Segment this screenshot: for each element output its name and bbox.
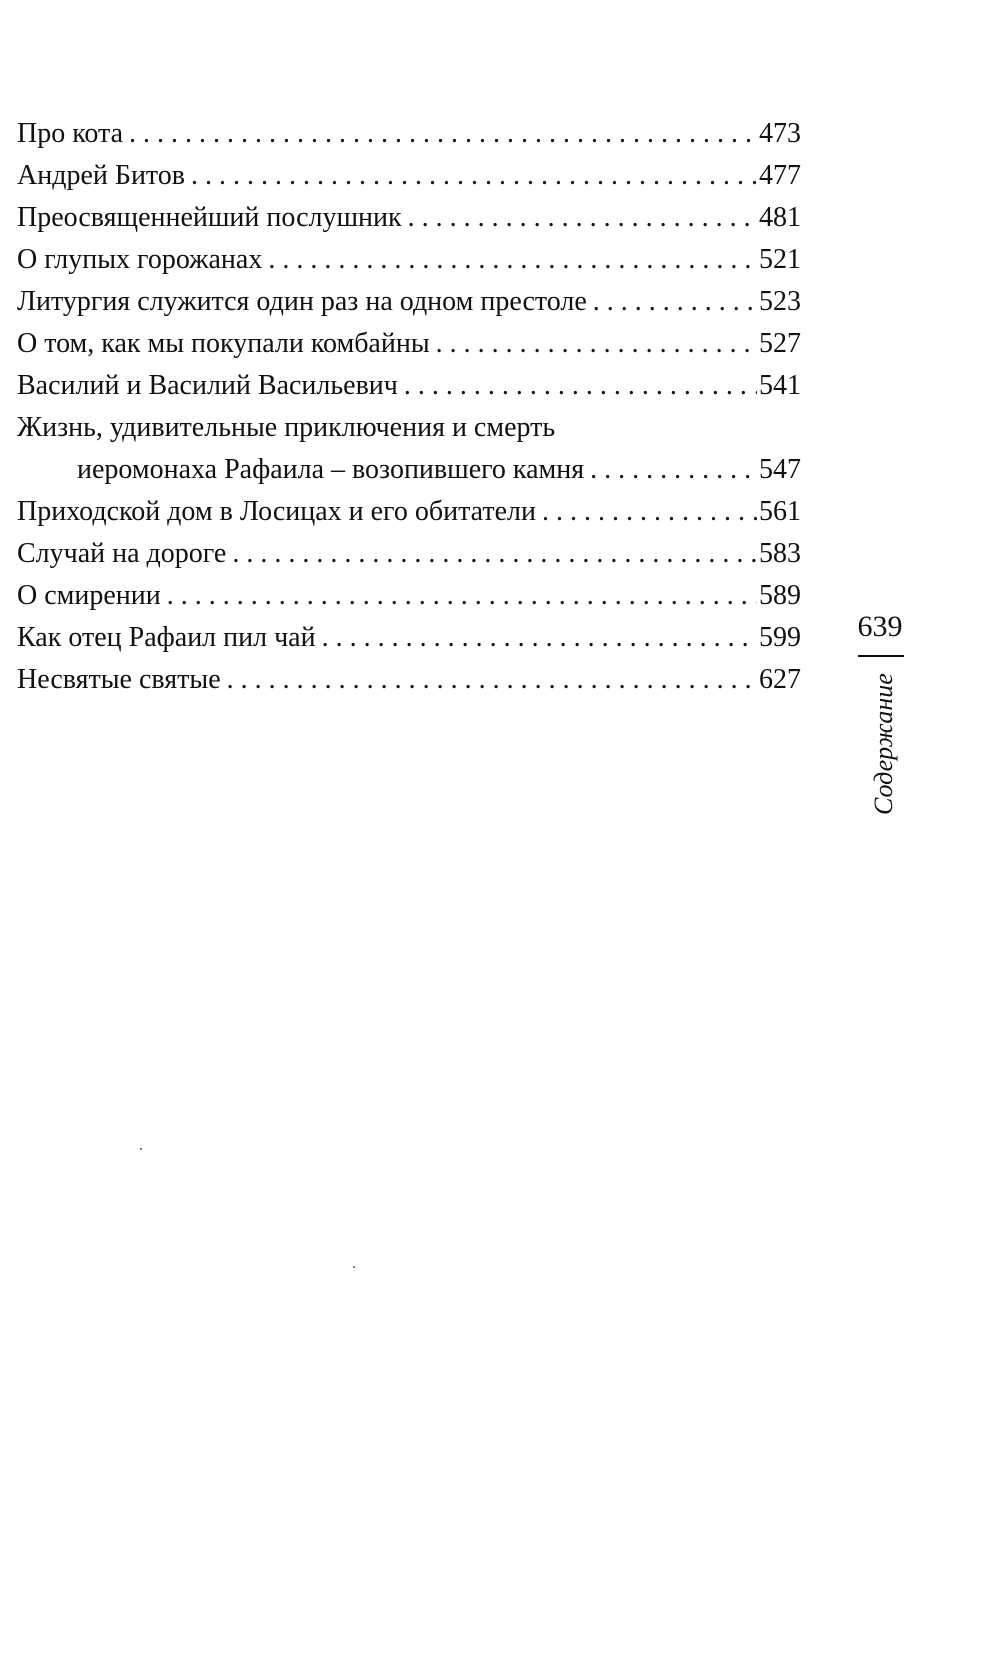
toc-entry-page: 547 [759,454,801,485]
toc-entry-title: О смирении [17,580,161,611]
dot-leader [316,617,757,659]
dot-leader [123,113,757,155]
toc-entry-title: Про кота [17,118,124,149]
dot-leader [536,491,757,533]
toc-entry-title: О том, как мы покупали комбайны [17,328,430,359]
dot-leader [587,281,757,323]
running-head-rule [858,655,904,657]
toc-entry-page: 627 [759,664,801,695]
toc-entry-title: Литургия служится один раз на одном престоле [17,286,587,317]
toc-entry-title: Приходской дом в Лосицах и его обитатели [17,496,536,527]
print-speck [353,1266,355,1268]
toc-entry-page: 473 [759,118,801,149]
toc-entry[interactable] [17,491,801,533]
toc-entry-page: 527 [759,328,801,359]
toc-entry[interactable] [17,407,801,491]
dot-leader [398,365,757,407]
toc-entry-page: 523 [759,286,801,317]
toc-entry[interactable] [17,155,801,197]
toc-entry[interactable] [17,365,801,407]
print-speck [140,1148,142,1150]
dot-leader [262,239,757,281]
toc-entry[interactable] [17,533,801,575]
toc-entry[interactable] [17,113,801,155]
toc-entry[interactable] [17,281,801,323]
dot-leader [226,533,757,575]
toc-entry-title: О глупых горожанах [17,244,263,275]
toc-entry-title: Преосвященнейший послушник [17,202,402,233]
toc-entry-page: 561 [759,496,801,527]
toc-entry[interactable] [17,617,801,659]
toc-entry-title: Андрей Битов [17,160,186,191]
section-label: Содержание [869,673,898,815]
toc-entry-page: 481 [759,202,801,233]
toc-entry-page: 599 [759,622,801,653]
dot-leader [221,659,757,701]
table-of-contents [17,113,801,701]
dot-leader [161,575,757,617]
toc-entry[interactable] [17,197,801,239]
toc-entry-title: Жизнь, удивительные приключения и смерть [17,412,556,443]
running-head [850,610,910,860]
toc-entry[interactable] [17,323,801,365]
page-number: 639 [857,610,903,643]
toc-entry-title: Как отец Рафаил пил чай [17,622,316,653]
toc-entry-title: Василий и Василий Васильевич [17,370,398,401]
toc-entry-title: Несвятые святые [17,664,221,695]
toc-entry[interactable] [17,659,801,701]
dot-leader [584,449,757,491]
dot-leader [430,323,757,365]
toc-entry[interactable] [17,239,801,281]
toc-entry-page: 521 [759,244,801,275]
toc-entry[interactable] [17,575,801,617]
toc-entry-page: 583 [759,538,801,569]
toc-entry-title-continued: иеромонаха Рафаила – возопившего камня [77,454,585,485]
dot-leader [402,197,757,239]
toc-entry-page: 589 [759,580,801,611]
toc-entry-page: 541 [759,370,801,401]
dot-leader [185,155,757,197]
toc-entry-title: Случай на дороге [17,538,227,569]
toc-entry-page: 477 [759,160,801,191]
